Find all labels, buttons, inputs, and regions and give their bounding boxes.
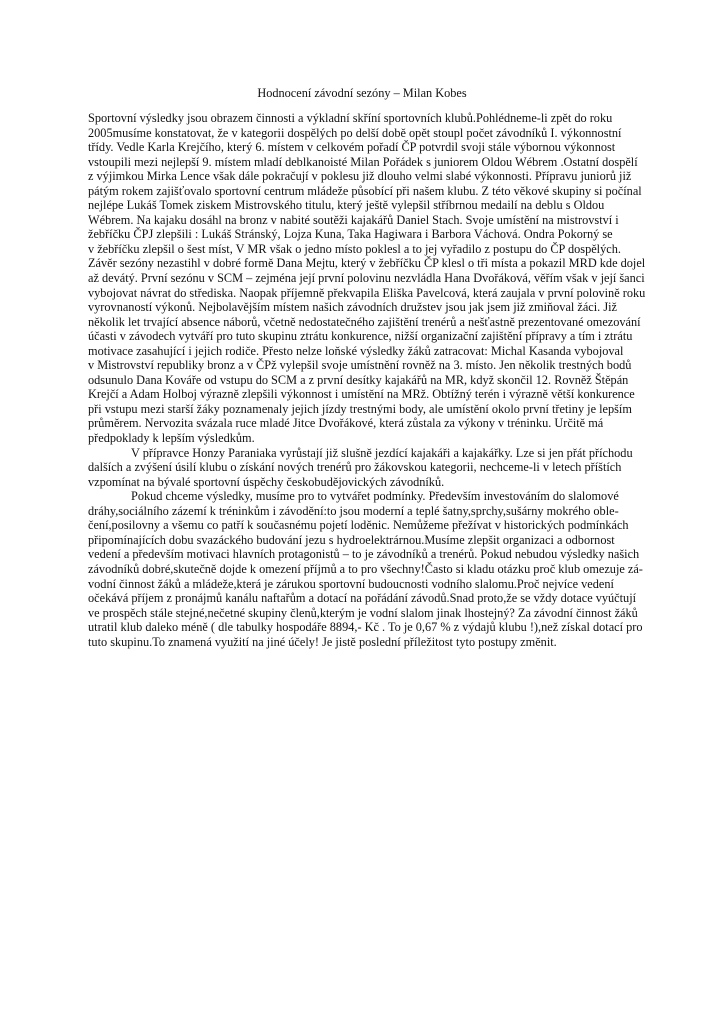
text-line: tuto skupinu.To znamená využití na jiné účely! Je jistě poslední příležitost tyto postupy změnit. <box>88 634 557 649</box>
text-line: Wébrem. Na kajaku dosáhl na bronz v nabité soutěži kajakářů Daniel Stach. Svoje umístění na mistrovství i <box>88 212 619 227</box>
paragraph-results <box>88 111 648 446</box>
text-line: dalších a zvýšení úsilí klubu o získání nových trenérů pro žákovskou kategorii, nechceme-li v letech příštích <box>88 460 622 475</box>
text-line: V přípravce Honzy Paraniaka vyrůstají již slušně jezdící kajakáři a kajakářky. Lze si jen přát příchodu <box>131 445 633 460</box>
text-line: motivace zasahující i jejich rodiče. Přesto nelze loňské výsledky žáků zatracovat: Michal Kasanda vybojoval <box>88 343 624 358</box>
text-line: vodní činnost žáků a mládeže,která je zárukou sportovní budoucnosti vodního slalomu.Proč nejvíce vedení <box>88 576 614 591</box>
text-line: Závěr sezóny nezastihl v dobré formě Dana Mejtu, který v žebříčku ČP klesl o tři místa a pokazil MRD kde dojel <box>88 256 646 271</box>
text-line: předpoklady k lepším výsledkům. <box>88 431 255 446</box>
text-line: pátým rokem zajišťovalo sportovní centrum mládeže působící při našem klubu. Z této věkové skupiny si počínal <box>88 183 642 198</box>
text-line: z výjimkou Mirka Lence však dále pokračují v poklesu již dlouho velmi slabé výkonnosti. Přípravu juniorů již <box>88 169 632 184</box>
text-line: utratil klub daleko méně ( dle tabulky hospodáře 8894,- Kč . To je 0,67 % z výdajů klubu !),než získal dotací pro <box>88 620 643 635</box>
text-line: Pokud chceme výsledky, musíme pro to vytvářet podmínky. Především investováním do slalomové <box>131 489 619 504</box>
text-line: při vstupu mezi starší žáky poznamenaly jejich jízdy trestnými body, ale umístění okolo první třetiny je lepším <box>88 401 632 416</box>
text-line: Krejčí a Adam Holboj výrazně zlepšili výkonnost i umístění na MRž. Obtížný terén i výrazně větší konkurence <box>88 387 635 402</box>
text-line: čení,posilovny a všemu co patří k současnému pojetí loděnic. Nemůžeme přežívat v historických podmínkách <box>88 518 629 533</box>
text-line: až devátý. První sezónu v SCM – zejména její první polovinu nezvládla Hana Dvořáková, věřím však v její šanci <box>88 271 645 286</box>
text-line: žebříčku ČPJ zlepšili : Lukáš Stránský, Lojza Kuna, Taka Hagiwara i Barbora Váchová. Ondra Pokorný se <box>88 227 613 242</box>
document-title: Hodnocení závodní sezóny – Milan Kobes <box>257 86 467 100</box>
text-line: Sportovní výsledky jsou obrazem činnosti a výkladní skříní sportovních klubů.Pohlédneme-li zpět do roku <box>88 111 613 125</box>
text-line: ve prospěch stále stejné,nečetné skupiny členů,kterým je vodní slalom jinak lhostejný? Za závodní činnost žáků <box>88 605 638 620</box>
text-line: dráhy,sociálního zázemí k tréninkům i závodění:to jsou moderní a teplé šatny,sprchy,sušárny mokrého oble- <box>88 503 619 518</box>
text-line: v Mistrovství republiky bronz a v ČPž vylepšil svoje umístnění rovněž na 3. místo. Jen několik trestných bodů <box>88 358 632 373</box>
text-line: odsunulo Dana Kováře od vstupu do SCM a z první desítky kajakářů na MR, když skončil 12. Rovněž Štěpán <box>88 372 629 387</box>
text-line: vedení a především motivaci hlavních protagonistů – to je závodníků a trenérů. Pokud nebudou výsledky našich <box>88 547 640 562</box>
paragraph-preparatory <box>88 446 648 490</box>
paragraph-conditions <box>88 489 648 649</box>
text-line: vyrovnaností výkonů. Nejbolavějším místem našich závodních družstev jsou jak jsem již zmiňoval žáci. Již <box>88 300 617 315</box>
text-line: vstoupili mezi nejlepší 9. místem mladí deblkanoisté Milan Pořádek s juniorem Oldou Wébrem .Ostatní dospělí <box>88 154 638 169</box>
text-line: očekává příjem z pronájmů kanálu naftařům a dotací na pořádání závodů.Snad proto,že se vždy dotace vyúčtují <box>88 591 637 606</box>
document-body <box>88 111 648 649</box>
text-line: vzpomínat na bývalé sportovní úspěchy českobudějovických závodníků. <box>88 474 445 489</box>
text-line: několik let trvající absence náborů, včetně nedostatečného zajištění trenérů a nešťastně prezentované omezování <box>88 314 641 329</box>
text-line: připomínajících dobu svazáckého budování jezu s hydroelektrárnou.Musíme zlepšit organizaci a odbornost <box>88 532 615 547</box>
text-line: průměrem. Nervozita svázala ruce mladé Jitce Dvořákové, která zůstala za výkony v tréninku. Určitě má <box>88 416 604 431</box>
text-line: vybojovat návrat do střediska. Naopak příjemně překvapila Eliška Pavelcová, která zaujala v první polovině roku <box>88 285 646 300</box>
text-line: v žebříčku zlepšil o šest míst, V MR však o jedno místo poklesl a to jej vyřadilo z postupu do ČP dospělých. <box>88 241 621 256</box>
text-line: třídy. Vedle Karla Krejčího, který 6. místem v celkovém pořadí ČP potvrdil svoji stále výbornou výkonnost <box>88 140 616 155</box>
text-line: nejlépe Lukáš Tomek ziskem Mistrovského titulu, který ještě vylepšil stříbrnou medailí na deblu s Oldou <box>88 198 605 213</box>
text-line: účasti v závodech vytváří pro tuto skupinu ztrátu konkurence, nižší organizační zajištění přípravy a tím i ztrátu <box>88 329 633 344</box>
text-line: závodníků dobré,skutečně dojde k omezení příjmů a to pro všechny!Často si kladu otázku proč klub omezuje zá- <box>88 561 643 576</box>
text-line: 2005musíme konstatovat, že v kategorii dospělých po delší době opět stoupl počet závodníků I. výkonnostní <box>88 125 622 140</box>
